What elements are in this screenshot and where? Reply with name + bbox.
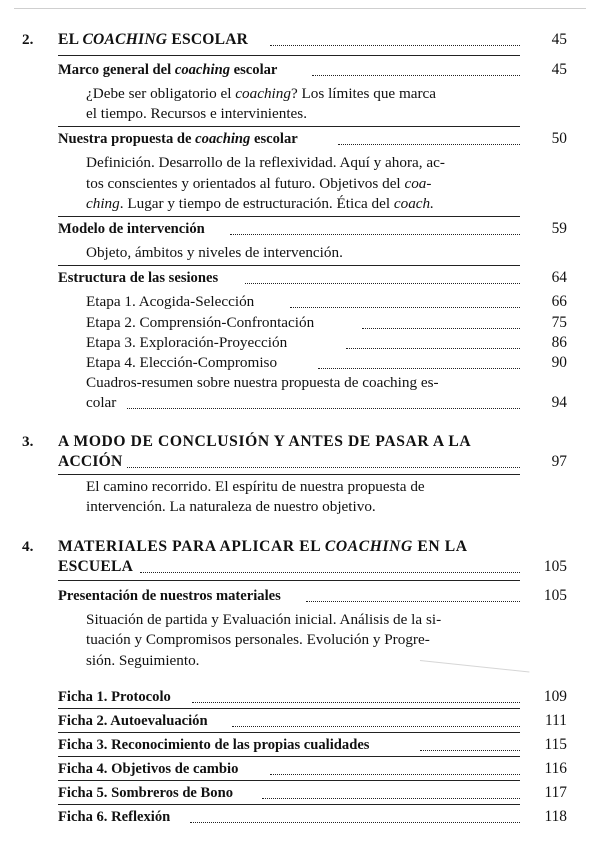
section-2-page: 45	[551, 31, 567, 48]
etapa-1-page: 66	[551, 293, 567, 310]
section-4-rule	[58, 580, 520, 581]
cuadros-line-1: Cuadros-resumen sobre nuestra propuesta de coaching es-	[86, 374, 439, 391]
leader-dots	[230, 222, 520, 235]
section-3-number: 3.	[22, 433, 34, 450]
section-2-number: 2.	[22, 31, 34, 48]
cuadros-page: 94	[551, 394, 567, 411]
section-4-title-line-1: MATERIALES PARA APLICAR EL COACHING EN LA	[58, 538, 468, 555]
etapa-4: Etapa 4. Elección-Compromiso	[86, 354, 278, 371]
leader-dots	[127, 396, 520, 409]
ficha-3: Ficha 3. Reconocimiento de las propias cualidades	[58, 737, 370, 753]
propuesta-desc-line-1: Definición. Desarrollo de la reflexividad. Aquí y ahora, ac-	[86, 154, 445, 171]
ficha-2: Ficha 2. Autoevaluación	[58, 713, 208, 729]
rule	[58, 780, 520, 781]
etapa-2: Etapa 2. Comprensión-Confrontación	[86, 314, 315, 331]
propuesta-desc-line-2: tos conscientes y orientados al futuro. Objetivos del coa-	[86, 175, 432, 192]
rule	[58, 708, 520, 709]
etapa-3: Etapa 3. Exploración-Proyección	[86, 334, 288, 351]
section-2-title: EL COACHING ESCOLAR	[58, 31, 249, 48]
leader-dots	[338, 132, 520, 145]
ficha-4: Ficha 4. Objetivos de cambio	[58, 761, 239, 777]
leader-dots	[192, 690, 520, 703]
estructura-page: 64	[551, 269, 567, 286]
leader-dots	[270, 762, 520, 775]
rule	[58, 126, 520, 127]
ficha-1-page: 109	[543, 688, 567, 705]
rule	[58, 804, 520, 805]
ficha-5: Ficha 5. Sombreros de Bono	[58, 785, 234, 801]
section-2-rule	[58, 55, 520, 56]
modelo-title: Modelo de intervención	[58, 221, 205, 237]
leader-dots	[420, 738, 520, 751]
leader-dots	[346, 336, 520, 349]
presentacion-desc-line-3: sión. Seguimiento.	[86, 652, 200, 669]
leader-dots	[262, 786, 520, 799]
ficha-6: Ficha 6. Reflexión	[58, 809, 171, 825]
leader-dots	[190, 810, 520, 823]
ficha-6-page: 118	[544, 808, 567, 825]
section-4-title-line-2: ESCUELA	[58, 558, 134, 575]
section-4-page: 105	[543, 558, 567, 575]
section-3-rule	[58, 474, 520, 475]
propuesta-page: 50	[551, 130, 567, 147]
modelo-desc: Objeto, ámbitos y niveles de intervención.	[86, 244, 343, 261]
leader-dots	[312, 63, 520, 76]
section-3-desc-line-2: intervención. La naturaleza de nuestro objetivo.	[86, 498, 376, 515]
marco-general-title: Marco general del coaching escolar	[58, 62, 278, 78]
etapa-4-page: 90	[551, 354, 567, 371]
leader-dots	[245, 271, 520, 284]
cuadros-line-2: colar	[86, 394, 117, 411]
ficha-1: Ficha 1. Protocolo	[58, 689, 171, 705]
etapa-3-page: 86	[551, 334, 567, 351]
section-3-desc-line-1: El camino recorrido. El espíritu de nuestra propuesta de	[86, 478, 425, 495]
ficha-5-page: 117	[544, 784, 567, 801]
page-top-rule	[14, 8, 586, 9]
ficha-3-page: 115	[544, 736, 567, 753]
presentacion-page: 105	[543, 587, 567, 604]
etapa-2-page: 75	[551, 314, 567, 331]
modelo-page: 59	[551, 220, 567, 237]
rule	[58, 265, 520, 266]
rule	[58, 732, 520, 733]
section-4-number: 4.	[22, 538, 34, 555]
leader-dots	[270, 33, 520, 46]
presentacion-title: Presentación de nuestros materiales	[58, 588, 281, 604]
ficha-4-page: 116	[544, 760, 567, 777]
etapa-1: Etapa 1. Acogida-Selección	[86, 293, 255, 310]
rule	[58, 216, 520, 217]
leader-dots	[306, 589, 520, 602]
presentacion-desc-line-1: Situación de partida y Evaluación inicial. Análisis de la si-	[86, 611, 442, 628]
propuesta-title: Nuestra propuesta de coaching escolar	[58, 131, 298, 147]
presentacion-desc-line-2: tuación y Compromisos personales. Evolución y Progre-	[86, 631, 430, 648]
ficha-2-page: 111	[545, 712, 567, 729]
leader-dots	[318, 356, 520, 369]
marco-desc-line-1: ¿Debe ser obligatorio el coaching? Los límites que marca	[86, 85, 437, 102]
section-3-page: 97	[551, 453, 567, 470]
estructura-title: Estructura de las sesiones	[58, 270, 219, 286]
leader-dots	[127, 455, 520, 468]
propuesta-desc-line-3: ching. Lugar y tiempo de estructuración. Ética del coach.	[86, 195, 434, 212]
leader-dots	[232, 714, 520, 727]
scan-mark	[420, 660, 530, 672]
rule	[58, 756, 520, 757]
leader-dots	[290, 295, 520, 308]
leader-dots	[140, 560, 520, 573]
marco-desc-line-2: el tiempo. Recursos e intervinientes.	[86, 105, 308, 122]
section-3-title-line-1: A MODO DE CONCLUSIÓN Y ANTES DE PASAR A LA	[58, 433, 472, 450]
section-3-title-line-2: ACCIÓN	[58, 453, 123, 470]
leader-dots	[362, 316, 520, 329]
marco-general-page: 45	[551, 61, 567, 78]
